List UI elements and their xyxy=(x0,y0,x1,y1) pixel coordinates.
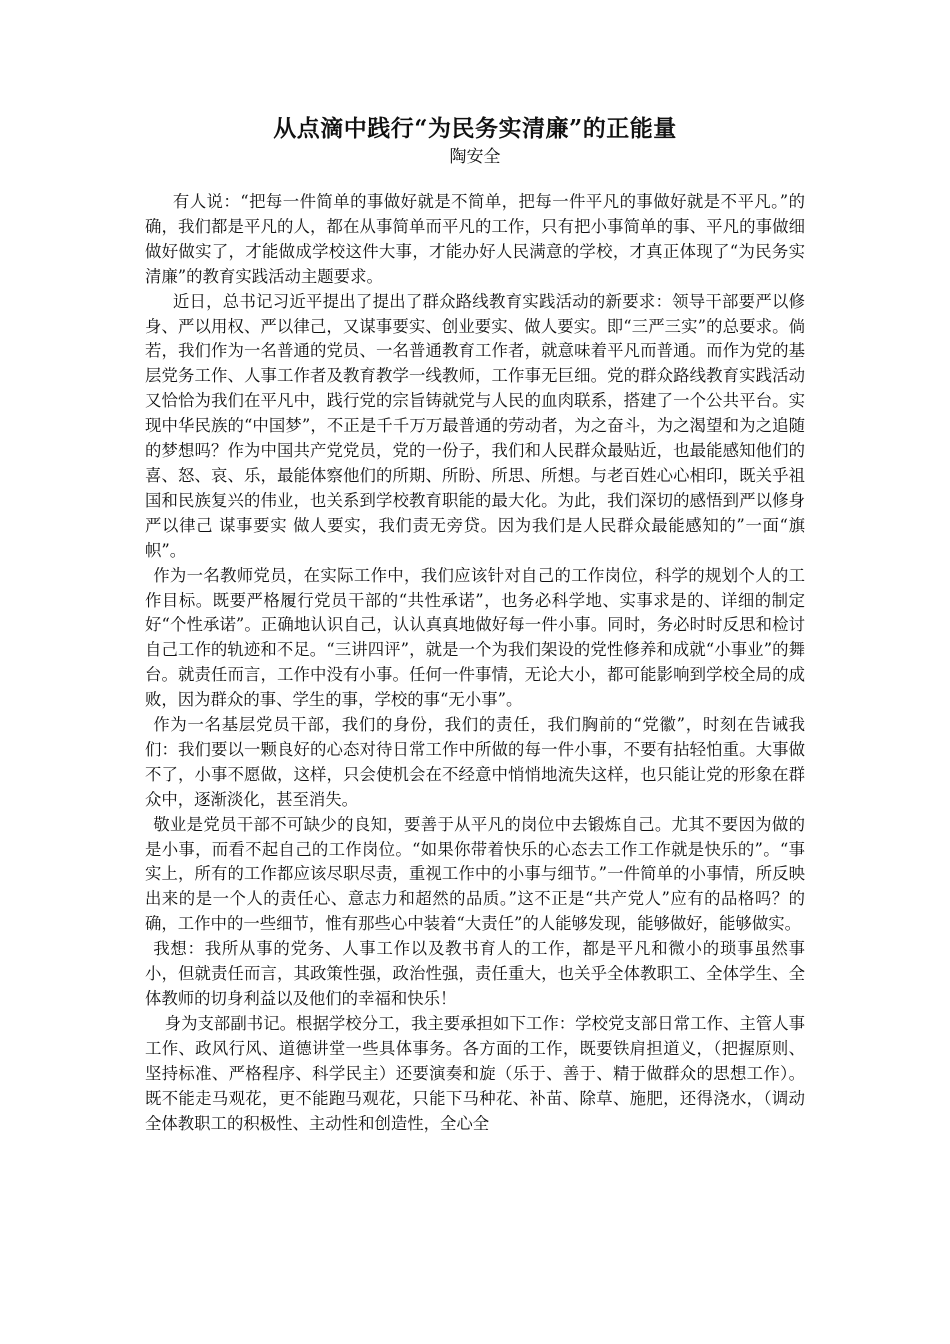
paragraph-4: 作为一名基层党员干部，我们的身份，我们的责任，我们胸前的“党徽”，时刻在告诫我们：我们要以一颗良好的心态对待日常工作中所做的每一件小事，不要有拈轻怕重。大事做不了，小事不愿做，这样，只会使机会在不经意中悄悄地流失这样，也只能让党的形象在群众中，逐渐淡化，甚至消失。 xyxy=(145,715,805,809)
paragraph-2: 近日，总书记习近平提出了提出了群众路线教育实践活动的新要求：领导干部要严以修身、严以用权、严以律己，又谋事要实、创业要实、做人要实。即“三严三实”的总要求。倘若，我们作为一名普通的党员、一名普通教育工作者，就意味着平凡而普通。而作为党的基层党务工作、人事工作者及教育教学一线教师，工作事无巨细。党的群众路线教育实践活动又恰恰为我们在平凡中，践行党的宗旨铸就党与人民的血肉联系，搭建了一个公共平台。实现中华民族的“中国梦”，不正是千千万万最普通的劳动者，为之奋斗，为之渴望和为之追随的梦想吗？作为中国共产党党员，党的一份子，我们和人民群众最贴近，也最能感知他们的喜、怒、哀、乐，最能体察他们的所期、所盼、所思、所想。与老百姓心心相印，既关乎祖国和民族复兴的伟业，也关系到学校教育职能的最大化。为此，我们深切的感悟到严以修身 严以律己 谋事要实 做人要实，我们责无旁贷。因为我们是人民群众最能感知的”一面“旗帜”。 xyxy=(145,291,805,560)
document-body xyxy=(145,190,805,1136)
document-author: 陶安全 xyxy=(449,147,501,167)
paragraph-1: 有人说：“把每一件简单的事做好就是不简单，把每一件平凡的事做好就是不平凡。”的确，我们都是平凡的人，都在从事简单而平凡的工作，只有把小事简单的事、平凡的事做细做好做实了，才能做成学校这件大事，才能办好人民满意的学校，才真正体现了“为民务实清廉”的教育实践活动主题要求。 xyxy=(145,192,805,286)
paragraph-6: 我想：我所从事的党务、人事工作以及教书育人的工作，都是平凡和微小的琐事虽然事小，但就责任而言，其政策性强，政治性强，责任重大，也关乎全体教职工、全体学生、全体教师的切身利益以及他们的幸福和快乐！ xyxy=(145,939,805,1008)
paragraph-7: 身为支部副书记。根据学校分工，我主要承担如下工作：学校党支部日常工作、主管人事工作、政风行风、道德讲堂一些具体事务。各方面的工作，既要铁肩担道义，（把握原则、坚持标准、严格程序、科学民主）还要演奏和旋（乐于、善于、精于做群众的思想工作）。既不能走马观花，更不能跑马观花，只能下马种花、补苗、除草、施肥，还得浇水，（调动全体教职工的积极性、主动性和创造性，全心全 xyxy=(145,1013,805,1133)
paragraph-3: 作为一名教师党员，在实际工作中，我们应该针对自己的工作岗位，科学的规划个人的工作目标。既要严格履行党员干部的“共性承诺”，也务必科学地、实事求是的、详细的制定好“个性承诺”。正确地认识自己，认认真真地做好每一件小事。同时，务必时时反思和检讨自己工作的轨迹和不足。“三讲四评”，就是一个为我们架设的党性修养和成就“小事业”的舞台。就责任而言，工作中没有小事。任何一件事情，无论大小，都可能影响到学校全局的成败，因为群众的事、学生的事，学校的事“无小事”。 xyxy=(145,565,805,710)
document-title: 从点滴中践行“为民务实清廉”的正能量 xyxy=(273,115,677,142)
paragraph-5: 敬业是党员干部不可缺少的良知，要善于从平凡的岗位中去锻炼自己。尤其不要因为做的是小事，而看不起自己的工作岗位。“如果你带着快乐的心态去工作工作就是快乐的”。“事实上，所有的工作都应该尽职尽责，重视工作中的小事与细节。”一件简单的小事情，所反映出来的是一个人的责任心、意志力和超然的品质。”这不正是“共产党人”应有的品格吗？的确，工作中的一些细节，惟有那些心中装着“大责任”的人能够发现，能够做好，能够做实。 xyxy=(145,814,805,934)
